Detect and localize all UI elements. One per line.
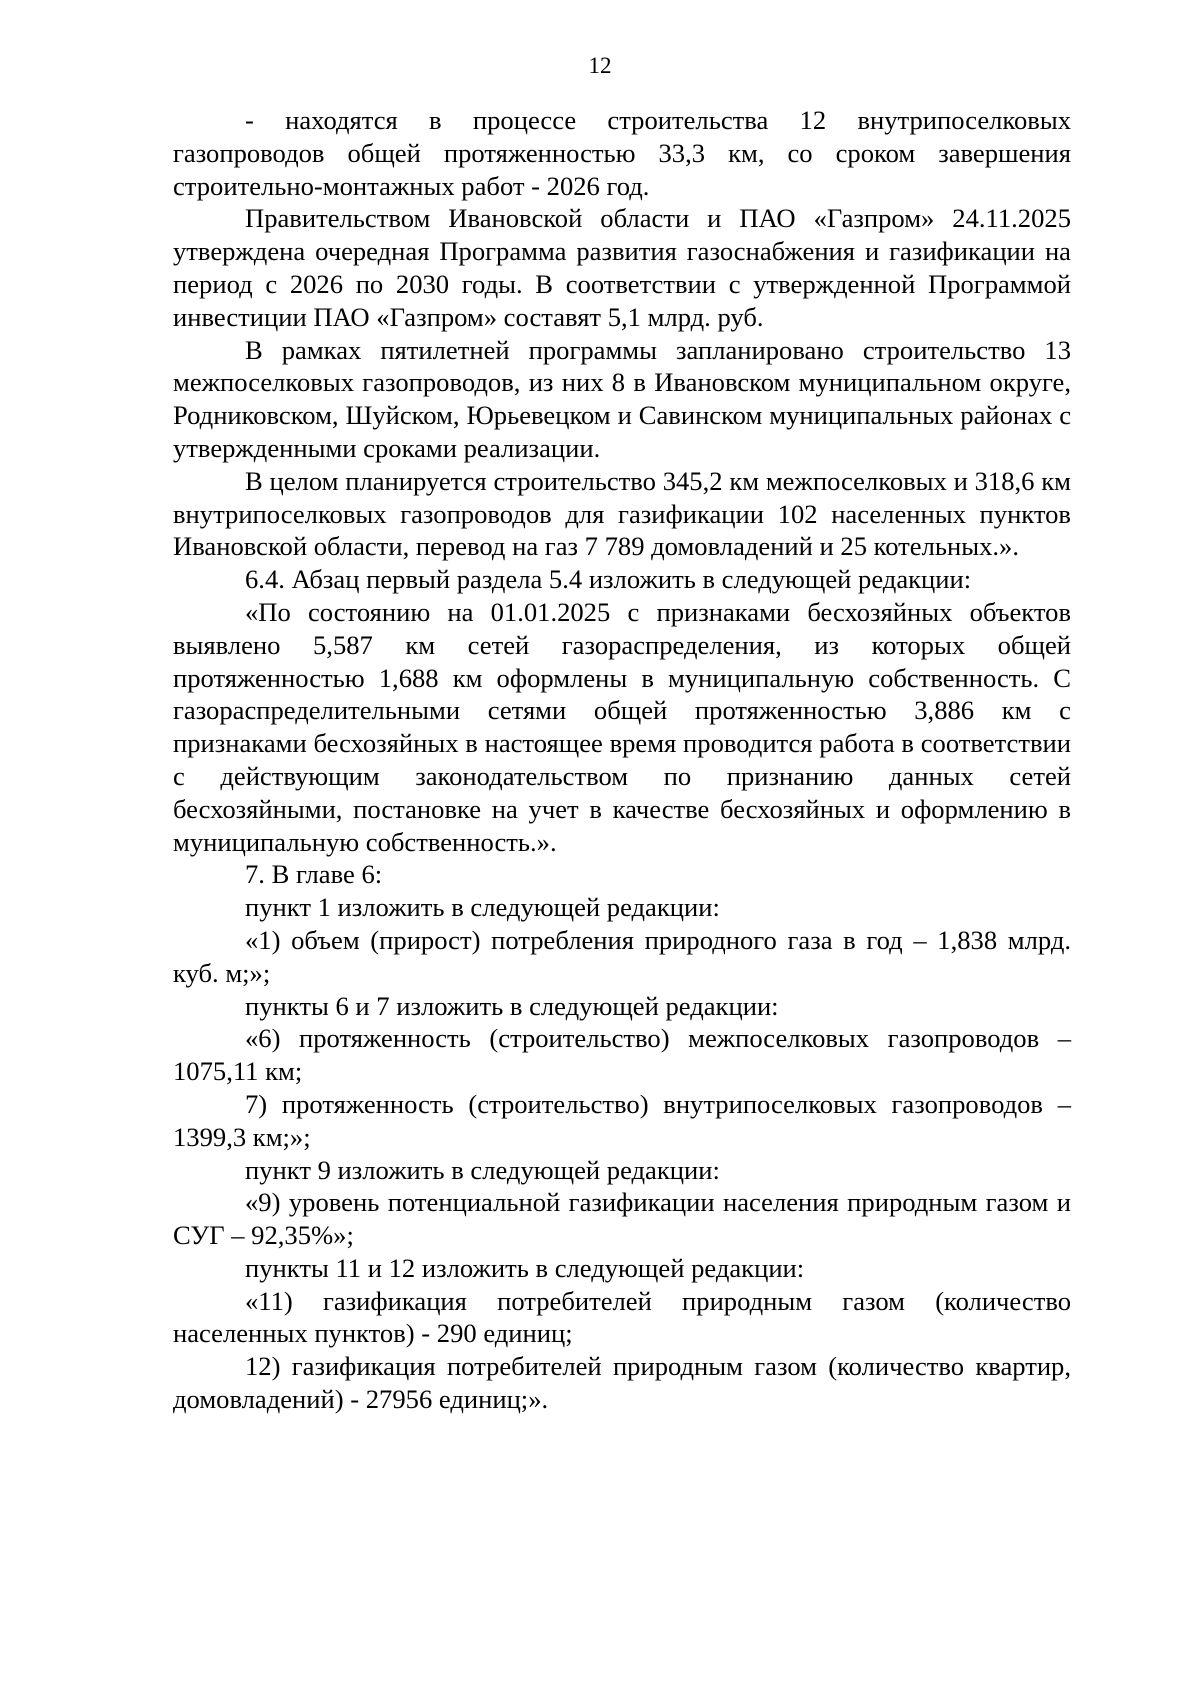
paragraph-item-7: 7) протяженность (строительство) внутрипоселковых газопроводов – 1399,3 км;»; xyxy=(173,1088,1071,1152)
paragraph-five-year-program: В рамках пятилетней программы запланировано строительство 13 межпоселковых газопроводов, из них 8 в Ивановском муниципальном округе, Родниковском, Шуйском, Юрьевецком и Савинском муниципальных районах с утвержденными сроками реализации. xyxy=(173,334,1071,463)
paragraph-planned-construction: В целом планируется строительство 345,2 км межпоселковых и 318,6 км внутрипоселковых газопроводов для газификации 102 населенных пунктов Ивановской области, перевод на газ 7 789 домовладений и 25 котельных.». xyxy=(173,465,1071,562)
paragraph-ownerless-networks: «По состоянию на 01.01.2025 с признаками бесхозяйных объектов выявлено 5,587 км сетей газораспределения, из которых общей протяженностью 1,688 км оформлены в муниципальную собственность. С газораспределительными сетями общей протяженностью 3,886 км с признаками бесхозяйных в настоящее время проводится работа в соответствии с действующим законодательством по признанию данных сетей бесхозяйными, постановке на учет в качестве бесхозяйных и оформлению в муниципальную собственность.». xyxy=(173,596,1071,857)
paragraph-section-6-4: 6.4. Абзац первый раздела 5.4 изложить в следующей редакции: xyxy=(245,564,972,595)
paragraph-item-1-intro: пункт 1 изложить в следующей редакции: xyxy=(245,892,720,923)
paragraph-item-1: «1) объем (прирост) потребления природного газа в год – 1,838 млрд. куб. м;»; xyxy=(173,924,1071,988)
paragraph-items-11-12-intro: пункты 11 и 12 изложить в следующей редакции: xyxy=(245,1252,805,1283)
paragraph-item-6: «6) протяженность (строительство) межпоселковых газопроводов – 1075,11 км; xyxy=(173,1023,1071,1087)
paragraph-items-6-7-intro: пункты 6 и 7 изложить в следующей редакции: xyxy=(245,990,779,1021)
paragraph-gazprom-program: Правительством Ивановской области и ПАО «Газпром» 24.11.2025 утверждена очередная Программа развития газоснабжения и газификации на период с 2026 по 2030 годы. В соответствии с утвержденной Программой инвестиции ПАО «Газпром» составят 5,1 млрд. руб. xyxy=(173,203,1071,332)
paragraph-item-11: «11) газификация потребителей природным газом (количество населенных пунктов) - 290 единиц; xyxy=(173,1285,1071,1349)
paragraph-chapter-6: 7. В главе 6: xyxy=(245,859,383,890)
page-number: 12 xyxy=(588,53,612,78)
paragraph-item-9-intro: пункт 9 изложить в следующей редакции: xyxy=(245,1154,720,1185)
paragraph-construction-status: - находятся в процессе строительства 12 внутрипоселковых газопроводов общей протяженностью 33,3 км, со сроком завершения строительно-монтажных работ - 2026 год. xyxy=(173,105,1071,201)
document-body xyxy=(173,104,1071,1416)
paragraph-item-9: «9) уровень потенциальной газификации населения природным газом и СУГ – 92,35%»; xyxy=(173,1187,1071,1251)
paragraph-item-12: 12) газификация потребителей природным газом (количество квартир, домовладений) - 27956 единиц;». xyxy=(173,1351,1071,1415)
